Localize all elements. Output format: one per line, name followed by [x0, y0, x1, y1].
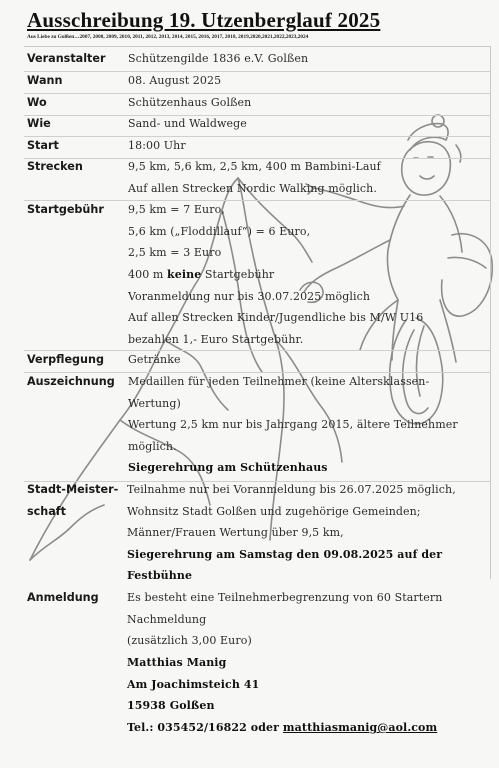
label-stadtmeister-2: schaft: [27, 505, 67, 518]
label-wie: Wie: [27, 117, 51, 130]
value-strecken-line: 9,5 km, 5,6 km, 2,5 km, 400 m Bambini-Lauf: [128, 160, 381, 173]
value-auszeichnung-line: Medaillen für jeden Teilnehmer (keine Altersklassen-: [128, 375, 430, 388]
value-startgebuehr-line: 2,5 km = 3 Euro: [128, 246, 222, 259]
row-divider: [24, 93, 490, 94]
contact-name: Matthias Manig: [127, 656, 227, 669]
contact-phone: Tel.: 035452/16822 oder: [127, 721, 283, 734]
value-strecken-line: Auf allen Strecken Nordic Walking möglich.: [128, 182, 377, 195]
document-subtitle: Aus Liebe zu Golßen…2007, 2008, 2009, 2010, 2011, 2012, 2013, 2014, 2015, 2016, 2017, 2018, 2019,2020,2021,2022,2023,2024: [27, 34, 309, 40]
value-auszeichnung-line: Wertung): [128, 397, 181, 410]
row-divider: [24, 115, 490, 116]
value-startgebuehr-line: 5,6 km („Floddillauf“) = 6 Euro,: [128, 225, 311, 238]
bold-keine: keine: [167, 268, 202, 281]
value-wie: Sand- und Waldwege: [128, 117, 247, 130]
value-startgebuehr-line: [128, 268, 274, 281]
label-wo: Wo: [27, 96, 47, 109]
value-stadtmeister-line: Teilnahme nur bei Voranmeldung bis 26.07.2025 möglich,: [127, 483, 456, 496]
label-startgebuehr: Startgebühr: [27, 203, 104, 216]
row-divider: [24, 372, 490, 373]
row-divider: [24, 481, 490, 482]
row-divider: [24, 350, 490, 351]
value-auszeichnung-line: Wertung 2,5 km nur bis Jahrgang 2015, ältere Teilnehmer: [128, 418, 458, 431]
row-divider: [24, 158, 490, 159]
value-veranstalter: Schützengilde 1836 e.V. Golßen: [128, 52, 309, 65]
value-auszeichnung-line: möglich.: [128, 440, 177, 453]
value-startgebuehr-line: Auf allen Strecken Kinder/Jugendliche bis M/W U16: [128, 311, 424, 324]
label-verpflegung: Verpflegung: [27, 353, 104, 366]
value-verpflegung: Getränke: [128, 353, 181, 366]
value-start: 18:00 Uhr: [128, 139, 186, 152]
label-veranstalter: Veranstalter: [27, 52, 106, 65]
value-stadtmeister-festbuehne: Festbühne: [127, 569, 193, 582]
contact-street: Am Joachimsteich 41: [127, 678, 260, 691]
contact-city: 15938 Golßen: [127, 699, 215, 712]
value-startgebuehr-line: 9,5 km = 7 Euro,: [128, 203, 225, 216]
label-strecken: Strecken: [27, 160, 83, 173]
value-anmeldung-line: (zusätzlich 3,00 Euro): [127, 634, 252, 647]
value-startgebuehr-line: bezahlen 1,- Euro Startgebühr.: [128, 333, 304, 346]
contact-email-link[interactable]: matthiasmanig@aol.com: [282, 721, 438, 734]
row-divider: [24, 136, 490, 137]
label-anmeldung: Anmeldung: [27, 591, 99, 604]
label-start: Start: [27, 139, 59, 152]
value-anmeldung-line: Nachmeldung: [127, 613, 207, 626]
value-auszeichnung-siegerehrung: Siegerehrung am Schützenhaus: [128, 461, 328, 474]
contact-phone-email: [127, 721, 437, 734]
value-stadtmeister-line: Männer/Frauen Wertung über 9,5 km,: [127, 526, 344, 539]
document-title: Ausschreibung 19. Utzenberglauf 2025: [27, 8, 381, 32]
value-anmeldung-line: Es besteht eine Teilnehmerbegrenzung von 60 Startern: [127, 591, 443, 604]
text-span: 400 m: [128, 268, 168, 281]
row-divider: [24, 71, 490, 72]
value-stadtmeister-line: Wohnsitz Stadt Golßen und zugehörige Gemeinden;: [127, 505, 421, 518]
value-wann: 08. August 2025: [128, 74, 222, 87]
value-startgebuehr-line: Voranmeldung nur bis 30.07.2025 möglich: [128, 290, 371, 303]
value-stadtmeister-siegerehrung: Siegerehrung am Samstag den 09.08.2025 auf der: [127, 548, 443, 561]
label-wann: Wann: [27, 74, 63, 87]
value-wo: Schützenhaus Golßen: [128, 96, 252, 109]
row-divider: [24, 200, 490, 201]
text-span: Startgebühr: [201, 268, 275, 281]
label-stadtmeister-1: Stadt-Meister-: [27, 483, 119, 496]
label-auszeichnung: Auszeichnung: [27, 375, 115, 388]
